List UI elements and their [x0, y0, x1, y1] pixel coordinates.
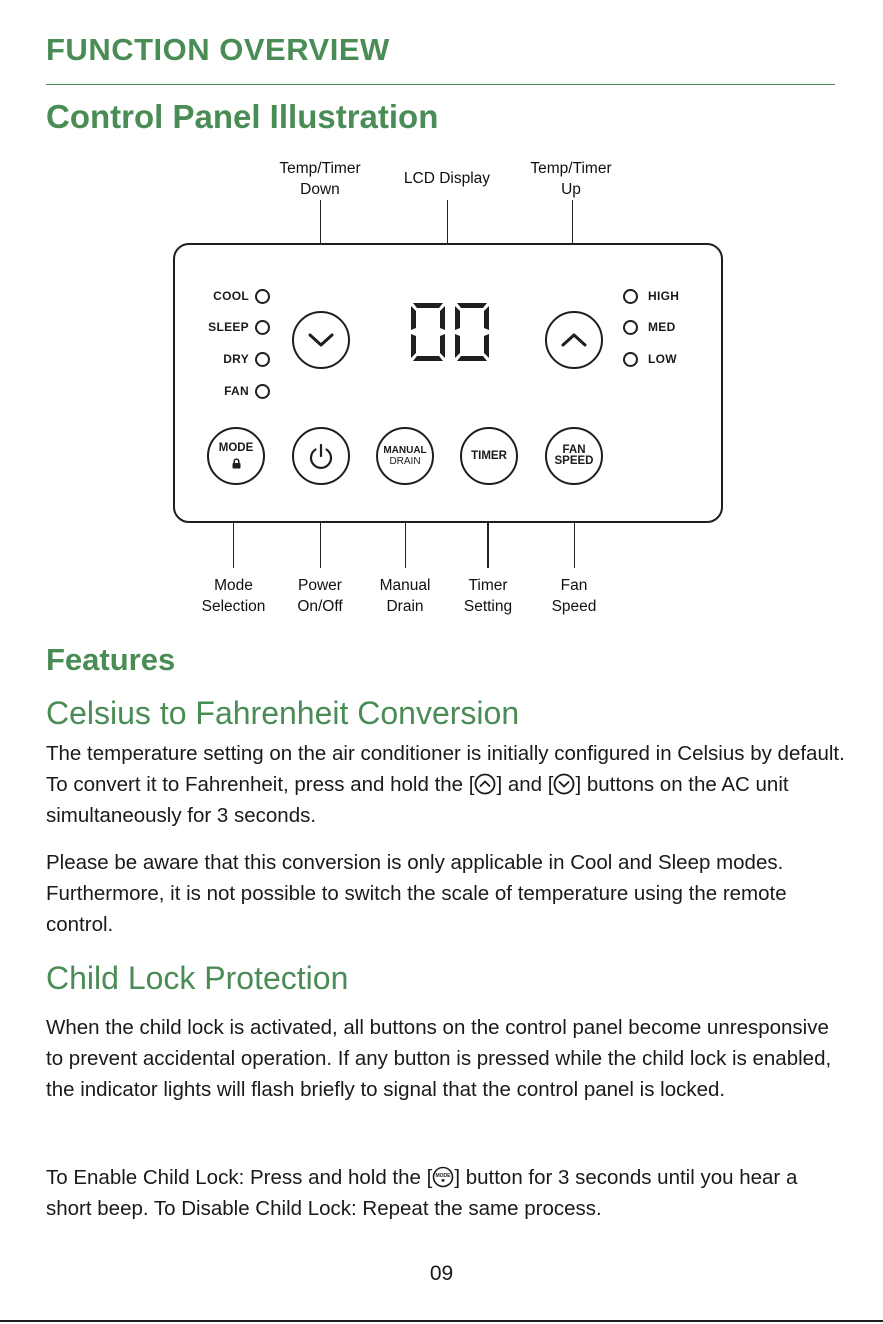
callout-temp-timer-up — [513, 158, 629, 200]
button-label-line-2: SPEED — [554, 455, 594, 467]
led-indicator — [623, 320, 638, 335]
text-run: ] and [ — [496, 773, 554, 796]
callout-line-1: Temp/Timer — [279, 160, 361, 177]
text-run: The temperature setting on the air conditioner is initially configured in Celsius by default. To convert it to Fahrenheit, press and hold the [ — [46, 742, 845, 796]
chevron-down-icon — [307, 332, 335, 348]
fan-speed-button[interactable] — [545, 427, 603, 485]
control-panel-diagram — [0, 150, 883, 630]
bottom-divider — [0, 1320, 883, 1322]
led-row-dry — [187, 349, 270, 369]
led-label: LOW — [648, 352, 677, 366]
led-row-sleep — [187, 317, 270, 337]
mode-button[interactable] — [207, 427, 265, 485]
callout-fan-speed — [534, 575, 614, 617]
lcd-display — [409, 301, 491, 363]
callout-temp-timer-down — [262, 158, 378, 200]
button-label-line-2: DRAIN — [389, 456, 421, 467]
chevron-down-circle-icon — [553, 773, 575, 795]
power-button[interactable] — [292, 427, 350, 485]
callout-line-2: Selection — [201, 598, 266, 615]
button-label-line-1: FAN — [562, 444, 586, 456]
leader-line — [233, 523, 234, 568]
conversion-title: Celsius to Fahrenheit Conversion — [46, 695, 520, 731]
leader-line — [574, 523, 575, 568]
led-indicator — [623, 352, 638, 367]
conversion-paragraph-2: Please be aware that this conversion is only applicable in Cool and Sleep modes. Furthermore, it is not possible to switch the scale of temperature using the remote control. — [46, 851, 787, 936]
led-row-fan — [187, 381, 270, 401]
temp-timer-up-button[interactable] — [545, 311, 603, 369]
mode-button-icon — [432, 1166, 454, 1188]
leader-line — [320, 200, 321, 243]
led-label: DRY — [223, 352, 249, 366]
lock-icon — [232, 458, 241, 469]
timer-button-label: TIMER — [471, 449, 507, 462]
led-label: MED — [648, 320, 676, 334]
lcd-digit-1 — [411, 303, 445, 361]
led-label: COOL — [213, 289, 249, 303]
led-label: HIGH — [648, 289, 680, 303]
page-number: 09 — [429, 1262, 454, 1285]
temp-timer-down-button[interactable] — [292, 311, 350, 369]
callout-line-1: Power — [298, 577, 342, 594]
chevron-up-circle-icon — [474, 773, 496, 795]
callout-line-1: Temp/Timer — [530, 160, 612, 177]
child-lock-title: Child Lock Protection — [46, 960, 349, 996]
leader-line — [572, 200, 573, 243]
mode-button-label: MODE — [218, 442, 254, 454]
child-lock-paragraph-2 — [46, 1162, 846, 1224]
callout-manual-drain — [365, 575, 445, 617]
callout-timer-setting — [448, 575, 528, 617]
callout-line-2: On/Off — [297, 598, 343, 615]
callout-lcd-display: LCD Display — [403, 170, 491, 187]
lcd-digit-2 — [455, 303, 489, 361]
led-label: FAN — [224, 384, 249, 398]
section-header: FUNCTION OVERVIEW — [46, 32, 390, 67]
control-panel — [173, 243, 723, 523]
panel-illustration-title: Control Panel Illustration — [46, 98, 439, 135]
led-label: SLEEP — [208, 320, 249, 334]
callout-power — [280, 575, 360, 617]
button-label-line-1: MANUAL — [383, 445, 427, 456]
led-indicator — [255, 320, 270, 335]
text-run: ] buttons on the AC unit simultaneously for 3 seconds. — [46, 773, 789, 827]
chevron-up-icon — [560, 332, 588, 348]
callout-line-2: Down — [300, 181, 340, 198]
callout-line-1: Timer — [468, 577, 508, 594]
led-indicator — [255, 352, 270, 367]
leader-line — [320, 523, 321, 568]
led-indicator — [255, 384, 270, 399]
callout-mode-selection — [186, 575, 281, 617]
conversion-paragraph-1 — [46, 738, 846, 831]
led-indicator — [255, 289, 270, 304]
timer-button[interactable] — [460, 427, 518, 485]
features-title: Features — [46, 642, 176, 677]
callout-line-2: Setting — [463, 598, 513, 615]
callout-line-2: Up — [561, 181, 581, 198]
led-row-high — [623, 286, 679, 306]
mode-icon-label: MODE — [435, 1173, 451, 1179]
callout-line-2: Speed — [551, 598, 597, 615]
leader-line — [405, 523, 406, 568]
callout-line-2: Drain — [386, 598, 424, 615]
callout-line-1: Fan — [560, 577, 588, 594]
leader-line — [487, 523, 489, 568]
led-indicator — [623, 289, 638, 304]
text-run: To Enable Child Lock: Press and hold the [ — [46, 1166, 433, 1189]
led-row-med — [623, 317, 676, 337]
callout-line-1: Mode — [214, 577, 253, 594]
callout-line-1: Manual — [379, 577, 431, 594]
leader-line — [447, 200, 448, 243]
power-icon — [306, 441, 336, 471]
text-run: ] button for 3 seconds until you hear a short beep. To Disable Child Lock: Repeat the same process. — [46, 1166, 798, 1220]
manual-drain-button[interactable] — [376, 427, 434, 485]
led-row-low — [623, 349, 677, 369]
child-lock-paragraph-1: When the child lock is activated, all buttons on the control panel become unresponsive to prevent accidental operation. If any button is pressed while the child lock is enabled, the indicator lights will flash briefly to signal that the control panel is locked. — [46, 1016, 832, 1101]
led-row-cool — [187, 286, 270, 306]
header-divider — [46, 84, 835, 85]
